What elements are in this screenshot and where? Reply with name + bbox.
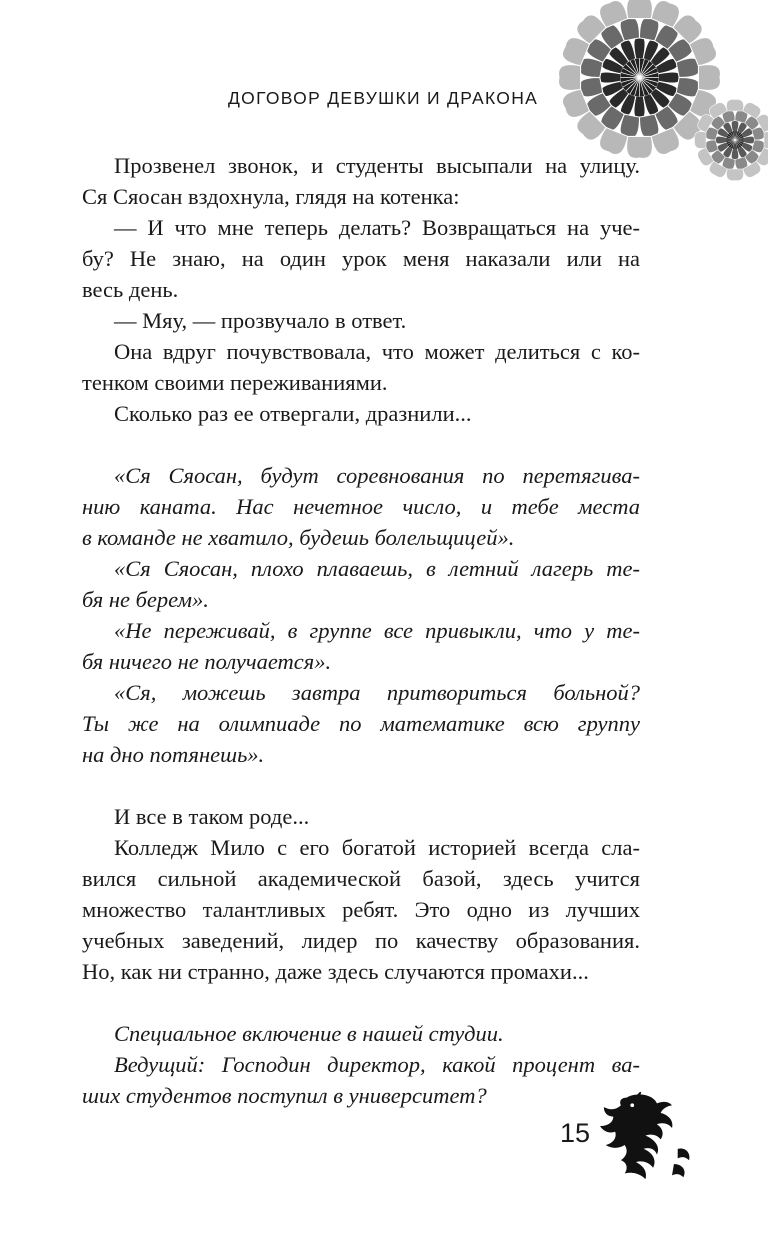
italic-text-line: на дно потянешь». <box>82 742 265 767</box>
page-body-text <box>82 150 640 1111</box>
text-line: Но, как ни странно, даже здесь случаются промахи... <box>82 959 589 984</box>
italic-text-line: «Ся Сяосан, плохо плаваешь, в летний лагерь те- <box>114 556 640 581</box>
small-rosette-ornament-icon <box>690 95 768 185</box>
text-line: Прозвенел звонок, и студенты высыпали на улицу. <box>114 153 640 178</box>
text-line: — И что мне теперь делать? Возвращаться на уче- <box>114 215 640 240</box>
italic-text-line: Специальное включение в нашей студии. <box>114 1021 504 1046</box>
paragraph-gap <box>82 987 640 1018</box>
text-line: Ся Сяосан вздохнула, глядя на котенка: <box>82 184 460 209</box>
italic-text-line: «Ся, можешь завтра притвориться больной? <box>114 680 640 705</box>
italic-text-line: Ты же на олимпиаде по математике всю группу <box>82 711 640 736</box>
italic-text-line: бя ничего не получается». <box>82 649 332 674</box>
paragraph-gap <box>82 770 640 801</box>
text-line: тенком своими переживаниями. <box>82 370 388 395</box>
italic-text-line: «Ся Сяосан, будут соревнования по перетягива- <box>114 463 640 488</box>
text-line: Колледж Мило с его богатой историей всегда сла- <box>114 835 640 860</box>
italic-text-line: в команде не хватило, будешь болельщицей». <box>82 525 515 550</box>
text-line: вился сильной академической базой, здесь учится <box>82 866 640 891</box>
text-line: бу? Не знаю, на один урок меня наказали или на <box>82 246 640 271</box>
italic-text-line: ших студентов поступил в университет? <box>82 1083 487 1108</box>
text-line: Она вдруг почувствовала, что может делиться с ко- <box>114 339 640 364</box>
italic-text-line: «Не переживай, в группе все привыкли, что у те- <box>114 618 640 643</box>
text-line: весь день. <box>82 277 179 302</box>
page-number: 15 <box>560 1118 591 1148</box>
text-line: И все в таком роде... <box>114 804 310 829</box>
italic-text-line: бя не берем». <box>82 587 209 612</box>
text-line: — Мяу, — прозвучало в ответ. <box>114 308 407 333</box>
text-line: множество талантливых ребят. Это одно из лучших <box>82 897 640 922</box>
italic-text-line: нию каната. Нас нечетное число, и тебе места <box>82 494 640 519</box>
text-line: Сколько раз ее отвергали, дразнили... <box>114 401 472 426</box>
italic-text-line: Ведущий: Господин директор, какой процент ва- <box>114 1052 640 1077</box>
text-line: учебных заведений, лидер по качеству образования. <box>82 928 640 953</box>
paragraph-gap <box>82 429 640 460</box>
running-header-title: ДОГОВОР ДЕВУШКИ И ДРАКОНА <box>228 88 539 108</box>
dragon-icon <box>598 1092 693 1182</box>
